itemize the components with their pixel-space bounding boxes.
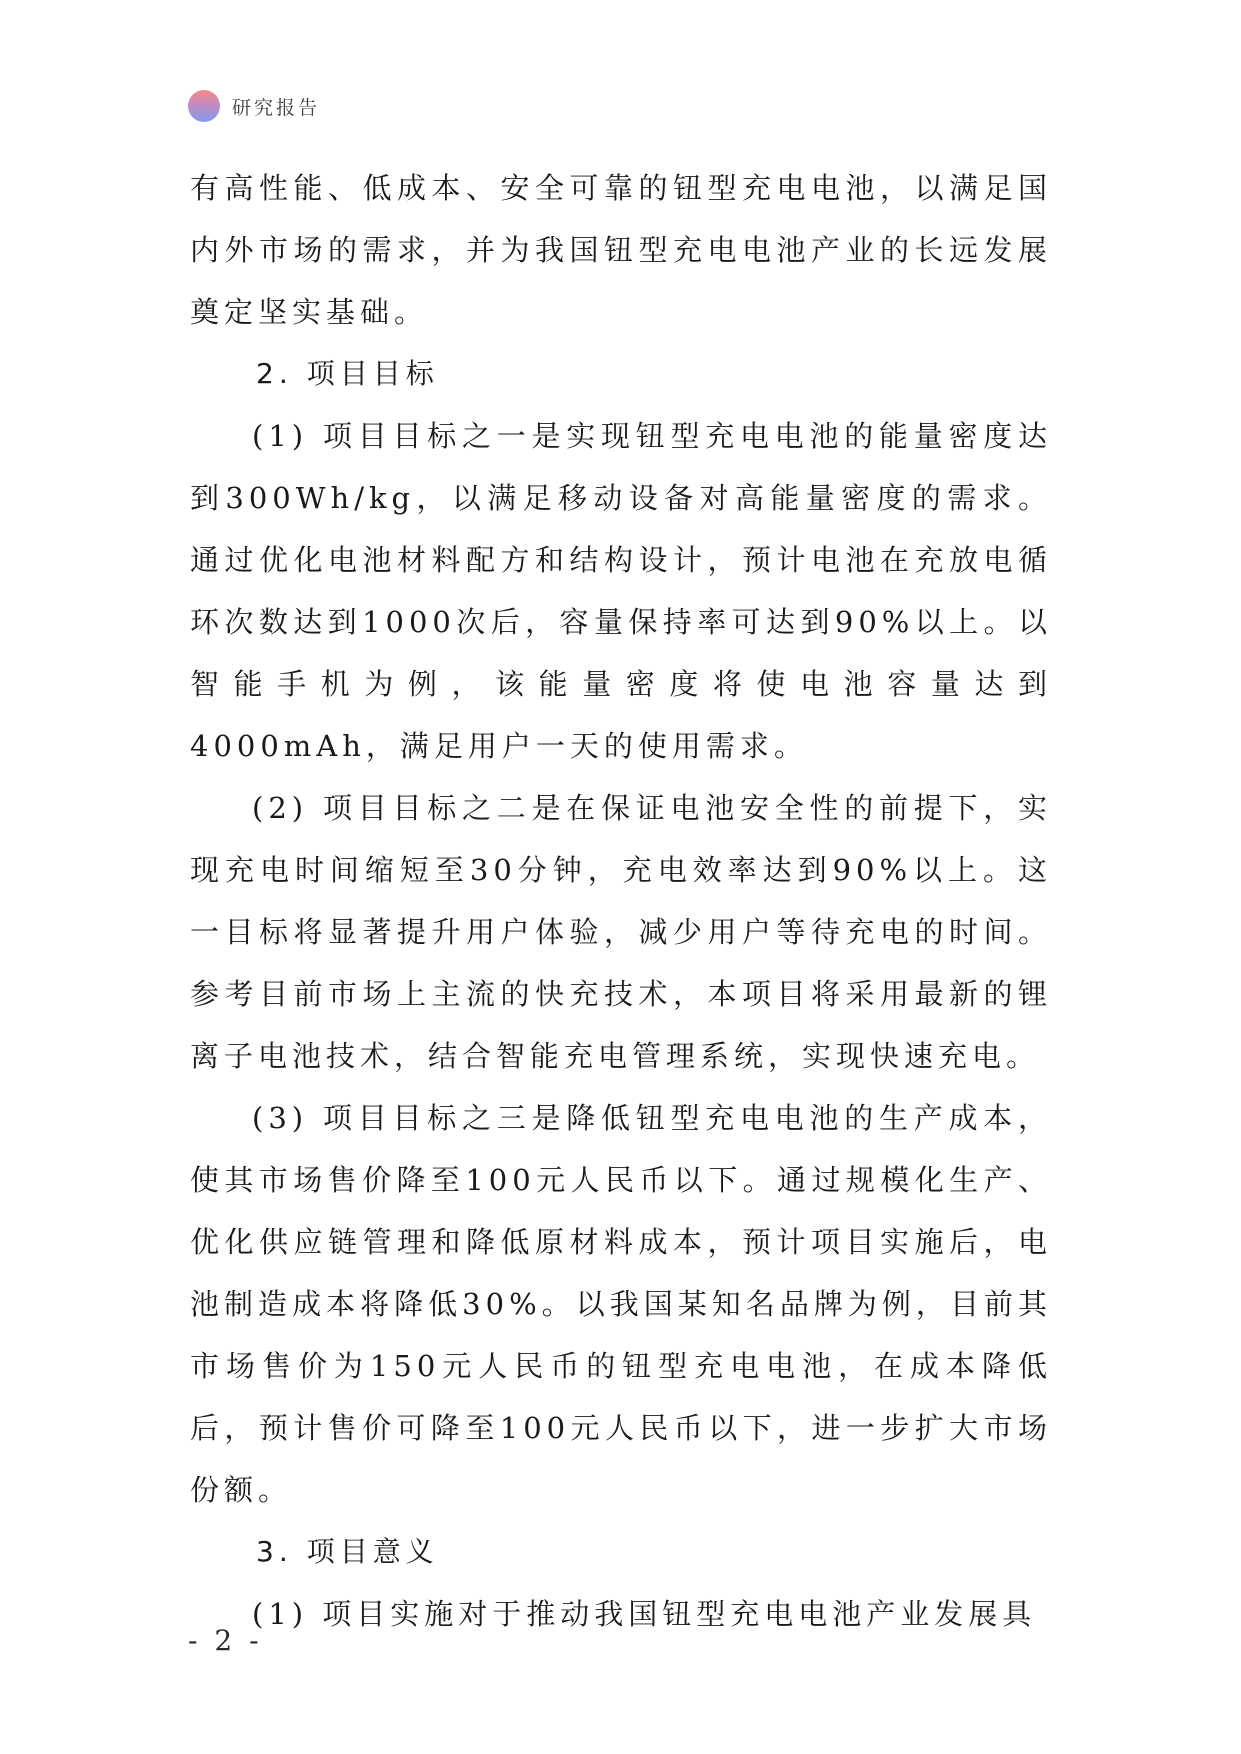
significance-paragraph-1: (1) 项目实施对于推动我国钮型充电电池产业发展具 — [252, 1597, 1037, 1631]
page-header — [188, 88, 320, 124]
section-number: 3. — [256, 1535, 293, 1568]
document-body — [190, 157, 1052, 1645]
section-number: 2. — [256, 357, 293, 390]
section-title: 项目意义 — [306, 1535, 439, 1568]
header-title: 研究报告 — [232, 96, 321, 119]
goal-paragraph-1: (1) 项目目标之一是实现钮型充电电池的能量密度达到300Wh/kg，以满足移动设备对高能量密度的需求。通过优化电池材料配方和结构设计，预计电池在充放电循环次数达到1000次后，容量保持率可达到90%以上。以智能手机为例，该能量密度将使电池容量达到4000mAh，满足用户一天的使用需求。 — [190, 419, 1052, 763]
page-number: - 2 - — [188, 1624, 263, 1657]
section-title: 项目目标 — [306, 357, 439, 390]
goal-paragraph-2: (2) 项目目标之二是在保证电池安全性的前提下，实现充电时间缩短至30分钟，充电效率达到90%以上。这一目标将显著提升用户体验，减少用户等待充电的时间。参考目前市场上主流的快充技术，本项目将采用最新的锂离子电池技术，结合智能充电管理系统，实现快速充电。 — [190, 791, 1052, 1073]
goal-paragraph-3: (3) 项目目标之三是降低钮型充电电池的生产成本，使其市场售价降至100元人民币以下。通过规模化生产、优化供应链管理和降低原材料成本，预计项目实施后，电池制造成本将降低30%。以我国某知名品牌为例，目前其市场售价为150元人民币的钮型充电电池，在成本降低后，预计售价可降至100元人民币以下，进一步扩大市场份额。 — [190, 1101, 1052, 1507]
section-heading-3 — [190, 1521, 1052, 1583]
intro-paragraph: 有高性能、低成本、安全可靠的钮型充电电池，以满足国内外市场的需求，并为我国钮型充电电池产业的长远发展奠定坚实基础。 — [190, 171, 1052, 329]
report-logo-icon — [188, 90, 220, 122]
section-heading-2 — [190, 343, 1052, 405]
